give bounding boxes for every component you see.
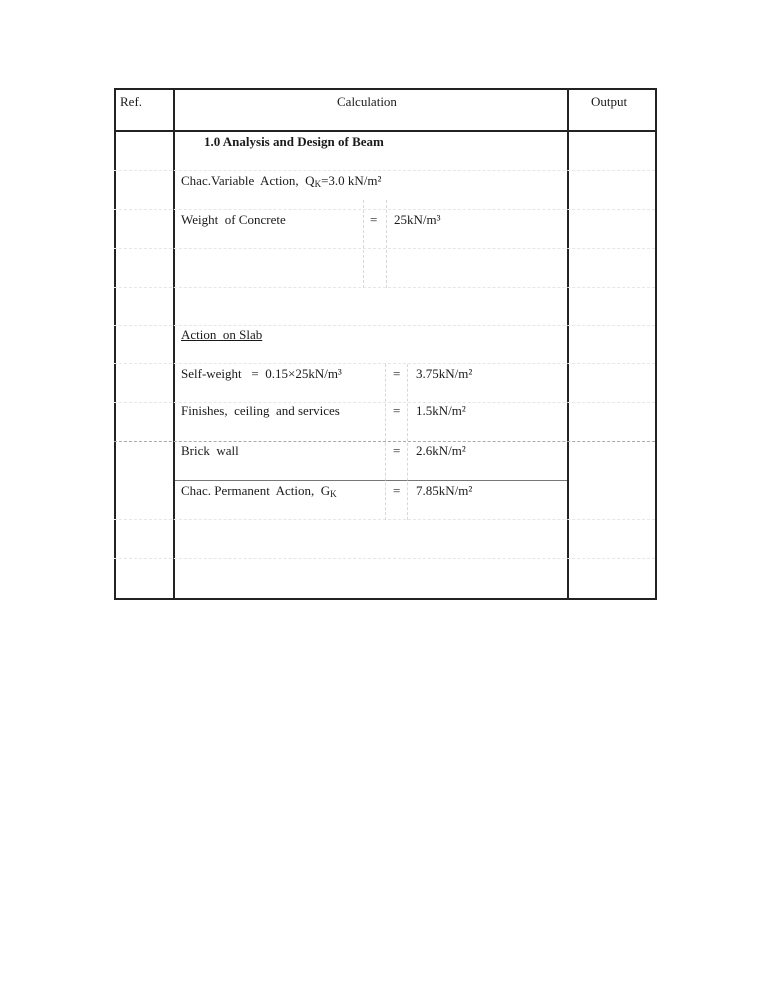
weight-concrete-label: Weight of Concrete [181,212,286,227]
header-calculation: Calculation [337,94,397,109]
header-output: Output [591,94,628,109]
variable-action-subscript: K [314,179,322,189]
row-value: 1.5kN/m² [416,403,466,418]
row-label: Finishes, ceiling and services [181,403,340,418]
variable-action-label: Chac.Variable Action, Q [181,173,315,188]
row-value: 2.6kN/m² [416,443,466,458]
calculation-table [114,88,657,600]
permanent-action-eq: = [393,483,401,498]
row-guide [114,248,655,249]
row-label: Self-weight = 0.15×25kN/m³ [181,366,342,381]
permanent-action-value: 7.85kN/m² [416,483,473,498]
row-value: 3.75kN/m² [416,366,473,381]
row-label: Brick wall [181,443,239,458]
eq-guide [407,364,408,520]
weight-concrete-value: 25kN/m³ [394,212,441,227]
eq-guide [386,200,387,288]
section-title: 1.0 Analysis and Design of Beam [204,134,384,149]
row-guide [114,170,655,171]
row-eq: = [393,366,401,381]
column-divider-output [567,88,569,598]
variable-action [181,173,381,192]
variable-action-value: =3.0 kN/m² [321,173,382,188]
row-guide [114,558,655,559]
permanent-action [181,483,337,502]
eq-guide [363,200,364,288]
weight-concrete-eq: = [370,212,378,227]
slab-heading: Action on Slab [181,327,263,342]
permanent-action-label: Chac. Permanent Action, G [181,483,331,498]
row-guide [114,209,655,210]
row-eq: = [393,443,401,458]
header-divider [114,130,655,132]
total-divider [175,480,567,481]
eq-guide [385,364,386,520]
header-ref: Ref. [120,94,143,109]
column-divider-ref [173,88,175,598]
row-guide [114,325,655,326]
row-guide [114,287,655,288]
permanent-action-subscript: K [330,489,337,499]
row-eq: = [393,403,401,418]
